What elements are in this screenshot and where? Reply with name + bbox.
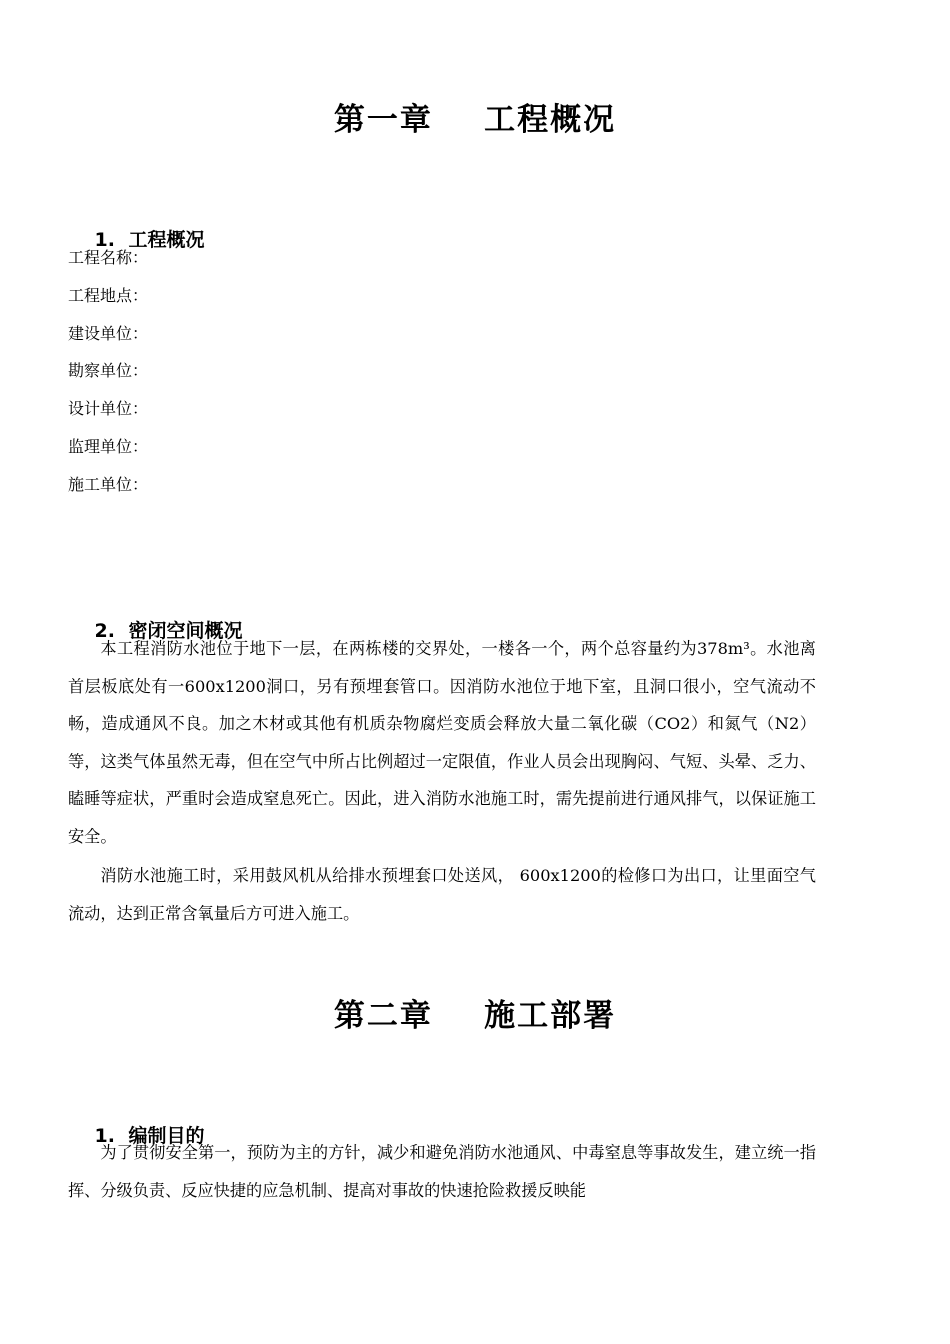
section-2-1-title: 编制目的 [128,1125,205,1147]
field-survey-unit: 勘察单位： [68,361,149,381]
field-supervision-unit: 监理单位： [68,436,149,456]
project-info-list [68,246,148,511]
field-project-name: 工程名称： [68,248,149,267]
section-1-1-title: 工程概况 [128,229,205,251]
field-project-location: 工程地点： [68,285,149,305]
section-1-1-number: 1. [94,229,115,251]
field-contractor-unit: 施工单位： [68,474,149,494]
confined-space-paragraph-1: 本工程消防水池位于地下一层，在两栋楼的交界处，一楼各一个，两个总容量约为378m³。水池离首层板底处有一600x1200洞口，另有预埋套管口。因消防水池位于地下室，且洞口很小，空气流动不畅，造成通风不良。加之木材或其他有机质杂物腐烂变质会释放大量二氧化碳（CO2）和氮气（N2）等，这类气体虽然无毒，但在空气中所占比例超过一定限值，作业人员会出现胸闷、气短、头晕、乏力、瞌睡等症状，严重时会造成窒息死亡。因此，进入消防水池施工时，需先提前进行通风排气，以保证施工安全。 [68,639,816,846]
chapter-2-title: 第二章 施工部署 [333,998,617,1034]
section-1-2-number: 2. [94,620,115,642]
confined-space-paragraph-2: 消防水池施工时，采用鼓风机从给排水预埋套口处送风， 600x1200的检修口为出口，让里面空气流动，达到正常含氧量后方可进入施工。 [68,866,816,923]
purpose-paragraph-1: 为了贯彻安全第一，预防为主的方针，减少和避免消防水池通风、中毒窒息等事故发生，建立统一指挥、分级负责、反应快捷的应急机制、提高对事故的快速抢险救援反映能 [68,1143,816,1200]
chapter-1-title: 第一章 工程概况 [333,102,617,138]
field-construction-unit: 建设单位： [68,323,149,343]
field-design-unit: 设计单位： [68,399,149,419]
section-2-1-number: 1. [94,1125,115,1147]
section-1-2-title: 密闭空间概况 [128,620,243,642]
